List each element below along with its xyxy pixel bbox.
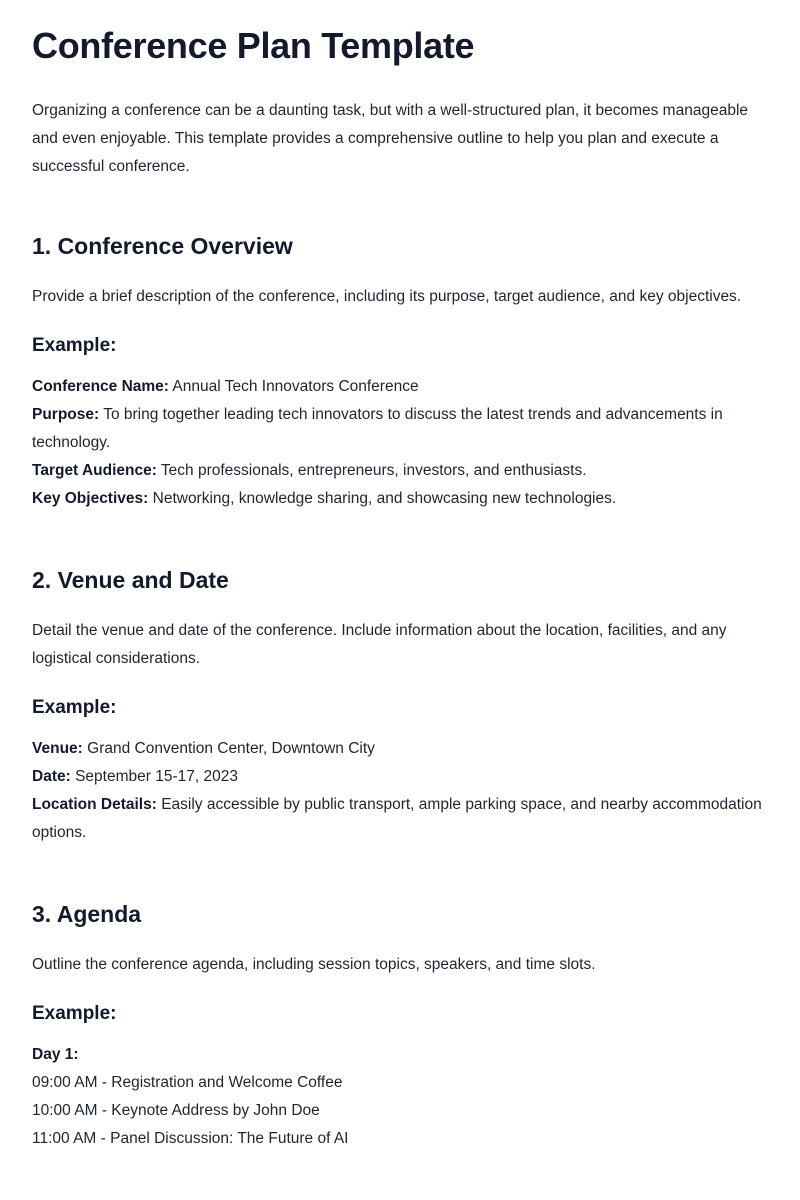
section-conference-overview — [32, 230, 768, 513]
field-value: Tech professionals, entrepreneurs, investors, and enthusiasts. — [160, 462, 587, 479]
field-target-audience — [32, 457, 768, 485]
agenda-item: 10:00 AM - Keynote Address by John Doe — [32, 1102, 320, 1119]
section-description: Detail the venue and date of the conference. Include information about the location, facilities, and any logistical considerations. — [32, 622, 727, 667]
section-description: Outline the conference agenda, including session topics, speakers, and time slots. — [32, 956, 596, 973]
field-label: Venue: — [32, 740, 83, 757]
example-fields — [32, 373, 768, 513]
field-label: Purpose: — [32, 406, 100, 423]
example-heading: Example: — [32, 697, 117, 718]
field-value: September 15-17, 2023 — [75, 768, 238, 785]
section-heading: 3. Agenda — [32, 901, 142, 927]
section-description: Provide a brief description of the conference, including its purpose, target audience, and key objectives. — [32, 288, 742, 305]
field-label: Location Details: — [32, 796, 157, 813]
field-value: To bring together leading tech innovators to discuss the latest trends and advancements in technology. — [32, 406, 723, 451]
field-value: Grand Convention Center, Downtown City — [87, 740, 375, 757]
field-label: Date: — [32, 768, 71, 785]
field-label: Conference Name: — [32, 378, 169, 395]
field-value: Easily accessible by public transport, ample parking space, and nearby accommodation options. — [32, 796, 762, 841]
field-date — [32, 763, 768, 791]
section-heading: 2. Venue and Date — [32, 567, 229, 593]
field-location-details — [32, 791, 768, 847]
example-heading: Example: — [32, 1003, 117, 1024]
field-purpose — [32, 401, 768, 457]
agenda-day-label: Day 1: — [32, 1046, 79, 1063]
page-title: Conference Plan Template — [32, 25, 475, 66]
agenda-item: 11:00 AM - Panel Discussion: The Future of AI — [32, 1130, 349, 1147]
example-fields — [32, 735, 768, 847]
section-agenda — [32, 898, 768, 1153]
intro-paragraph: Organizing a conference can be a daunting task, but with a well-structured plan, it becomes manageable and even enjoyable. This template provides a comprehensive outline to help you plan and execute a successful conference. — [32, 102, 749, 175]
section-venue-and-date — [32, 564, 768, 847]
agenda-list — [32, 1041, 768, 1153]
field-conference-name — [32, 373, 768, 401]
agenda-item: 09:00 AM - Registration and Welcome Coffee — [32, 1074, 343, 1091]
field-venue — [32, 735, 768, 763]
section-heading: 1. Conference Overview — [32, 233, 293, 259]
field-label: Key Objectives: — [32, 490, 149, 507]
field-value: Annual Tech Innovators Conference — [172, 378, 419, 395]
field-key-objectives — [32, 485, 768, 513]
example-heading: Example: — [32, 335, 117, 356]
field-value: Networking, knowledge sharing, and showcasing new technologies. — [152, 490, 617, 507]
field-label: Target Audience: — [32, 462, 157, 479]
